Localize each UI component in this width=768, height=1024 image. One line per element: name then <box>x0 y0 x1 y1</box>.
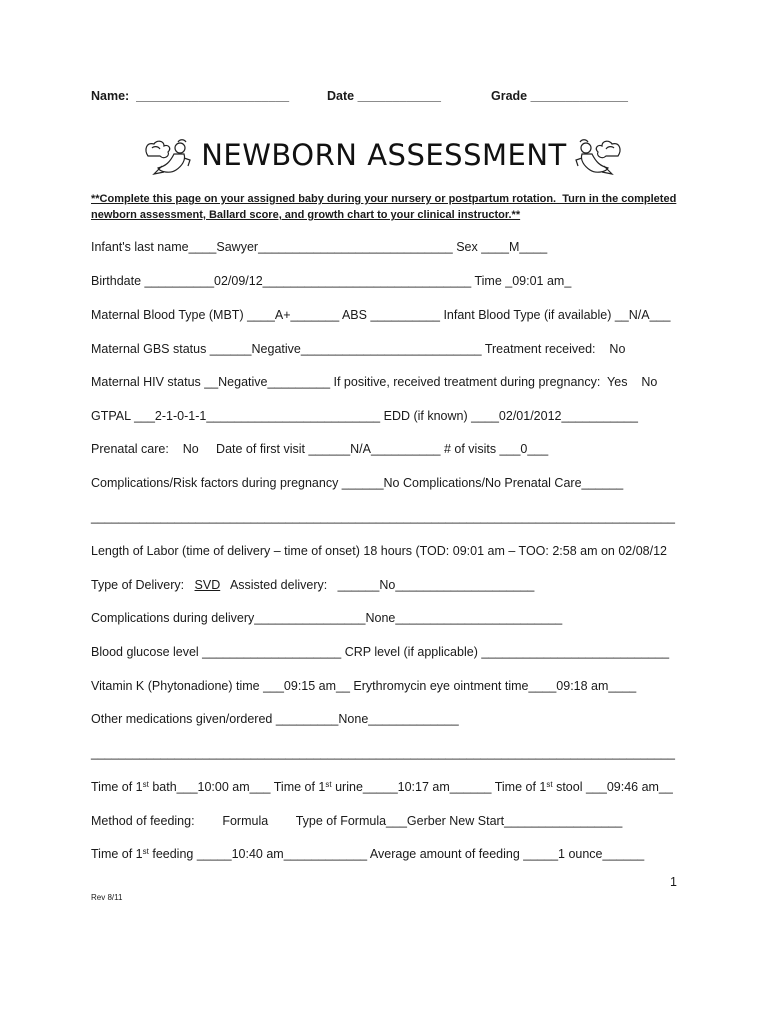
hiv-status-line: Maternal HIV status __Negative_________ If positive, received treatment during pregnancy: Yes No <box>91 375 658 389</box>
name-field-label: Name: ______________________ <box>91 89 290 103</box>
bath-text: bath___10:00 am___ Time of 1 <box>148 780 326 794</box>
assisted-delivery-text: Assisted delivery: ______No____________________ <box>220 578 535 592</box>
delivery-type-value: SVD <box>194 578 221 592</box>
gbs-status-line: Maternal GBS status ______Negative__________________________ Treatment received: No <box>91 342 626 356</box>
title-banner <box>0 136 768 180</box>
infant-last-name-line: Infant's last name____Sawyer____________________________ Sex ____M____ <box>91 240 548 254</box>
date-field-label: Date ____________ <box>327 89 441 103</box>
revision-label: Rev 8/11 <box>91 893 123 902</box>
page-number: 1 <box>670 875 677 889</box>
ordinal-suffix: st <box>325 780 332 789</box>
page-title: NEWBORN ASSESSMENT <box>201 138 567 172</box>
angel-right-icon <box>568 136 626 178</box>
first-bath-urine-stool-line <box>91 780 673 794</box>
prenatal-care-line: Prenatal care: No Date of first visit ______N/A__________ # of visits ___0___ <box>91 442 549 456</box>
section-divider: ____________________________________________________________________________________ <box>91 510 675 524</box>
labor-length-line: Length of Labor (time of delivery – time of onset) 18 hours (TOD: 09:01 am – TOO: 2:58 am on 02/08/12 <box>91 544 668 558</box>
bath-text: Time of 1 <box>91 780 143 794</box>
ordinal-suffix: st <box>142 780 149 789</box>
delivery-type-label: Type of Delivery: <box>91 578 195 592</box>
stool-text: stool ___09:46 am__ <box>552 780 673 794</box>
glucose-crp-line: Blood glucose level ____________________ CRP level (if applicable) ___________________________ <box>91 645 670 659</box>
delivery-complications-line: Complications during delivery________________None________________________ <box>91 611 563 625</box>
birthdate-line: Birthdate __________02/09/12______________________________ Time _09:01 am_ <box>91 274 572 288</box>
instructions <box>91 191 681 223</box>
first-feeding-line <box>91 847 644 861</box>
instructions-line: newborn assessment, Ballard score, and growth chart to your clinical instructor.** <box>91 209 521 221</box>
blood-type-line: Maternal Blood Type (MBT) ____A+_______ ABS __________ Infant Blood Type (if available) __N/A___ <box>91 308 671 322</box>
other-medications-line: Other medications given/ordered _________None_____________ <box>91 712 459 726</box>
section-divider: ____________________________________________________________________________________ <box>91 746 675 760</box>
delivery-type-line <box>91 578 534 592</box>
ordinal-suffix: st <box>546 780 553 789</box>
grade-field-label: Grade ______________ <box>491 89 628 103</box>
instructions-line: **Complete this page on your assigned baby during your nursery or postpartum rotation. Turn in the completed <box>91 193 677 205</box>
ordinal-suffix: st <box>142 847 149 856</box>
vitamin-k-line: Vitamin K (Phytonadione) time ___09:15 am__ Erythromycin eye ointment time____09:18 am____ <box>91 679 637 693</box>
pregnancy-complications-line: Complications/Risk factors during pregnancy ______No Complications/No Prenatal Care______ <box>91 476 624 490</box>
feeding-method-line: Method of feeding: Formula Type of Formula___Gerber New Start_________________ <box>91 814 623 828</box>
feeding-text: Time of 1 <box>91 847 143 861</box>
feeding-text: feeding _____10:40 am____________ Average amount of feeding _____1 ounce______ <box>148 847 645 861</box>
gtpal-line: GTPAL ___2-1-0-1-1_________________________ EDD (if known) ____02/01/2012___________ <box>91 409 638 423</box>
urine-text: urine_____10:17 am______ Time of 1 <box>331 780 547 794</box>
